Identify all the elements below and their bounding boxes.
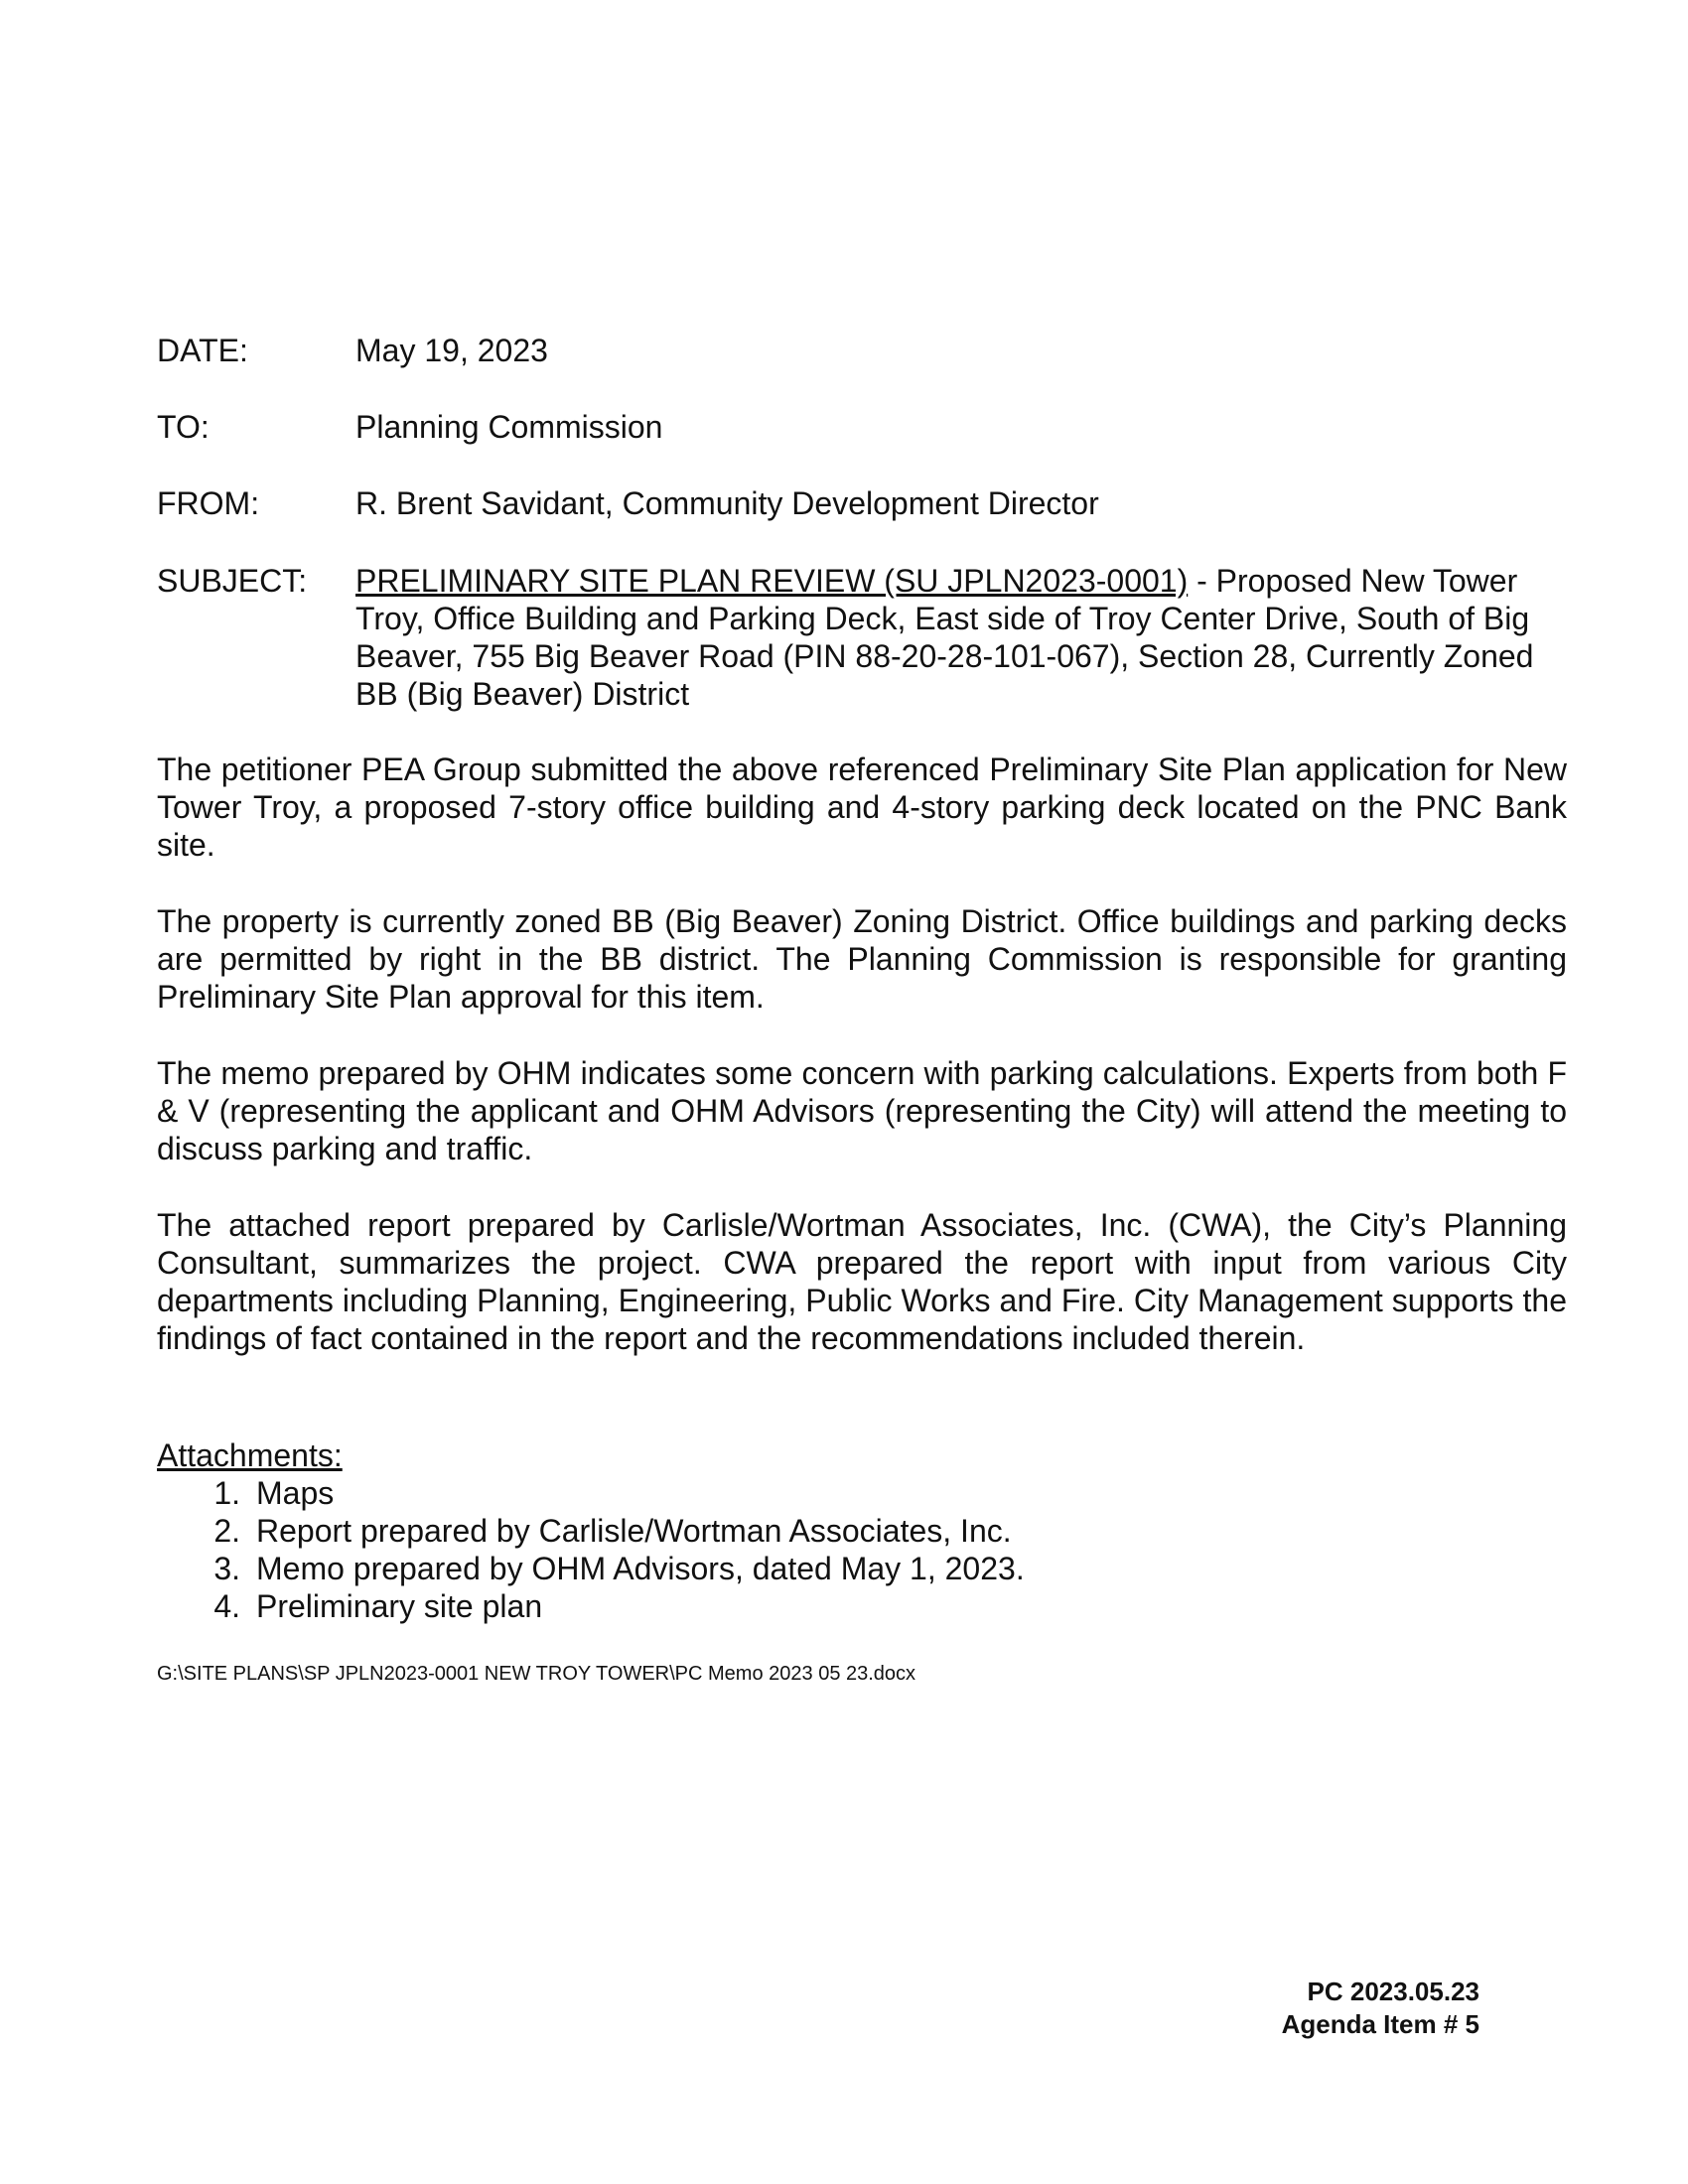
list-item — [157, 1512, 1348, 1550]
footer-reference — [1282, 1976, 1479, 2041]
attachments-section — [157, 1436, 1348, 1625]
to-label: TO: — [157, 409, 210, 445]
date-value: May 19, 2023 — [355, 333, 548, 368]
body-paragraph: The memo prepared by OHM indicates some concern with parking calculations. Experts from both F & V (representing the applicant and OHM Advisors (representing the City) will attend the meeting to discuss parking and traffic. — [157, 1055, 1567, 1166]
date-label: DATE: — [157, 333, 248, 368]
attachments-title: Attachments: — [157, 1437, 343, 1473]
list-item-text: Memo prepared by OHM Advisors, dated May 1, 2023. — [256, 1551, 1025, 1586]
to-value: Planning Commission — [355, 409, 663, 445]
attachments-list — [157, 1474, 1348, 1625]
from-value: R. Brent Savidant, Community Development Director — [355, 485, 1099, 521]
list-item-number: 2. — [213, 1513, 240, 1549]
from-label: FROM: — [157, 485, 260, 521]
list-item-number: 1. — [213, 1475, 240, 1511]
subject-description: - Proposed New Tower Troy, Office Building and Parking Deck, East side of Troy Center Drive, South of Big Beaver, 755 Big Beaver Road (PIN 88-20-28-101-067), Section 28, Currently Zoned BB (Big Beaver) District — [355, 563, 1534, 712]
subject-row — [157, 562, 1567, 713]
file-path: G:\SITE PLANS\SP JPLN2023-0001 NEW TROY TOWER\PC Memo 2023 05 23.docx — [157, 1663, 916, 1685]
agenda-item: Agenda Item # 5 — [1281, 2009, 1479, 2039]
body-paragraph: The property is currently zoned BB (Big Beaver) Zoning District. Office buildings and parking decks are permitted by right in the BB district. The Planning Commission is responsible for granting Preliminary Site Plan approval for this item. — [157, 903, 1567, 1015]
list-item-text: Maps — [256, 1475, 335, 1511]
list-item — [157, 1550, 1348, 1587]
from-row — [157, 484, 1567, 522]
subject-title: PRELIMINARY SITE PLAN REVIEW (SU JPLN2023-0001) — [355, 563, 1189, 599]
to-row — [157, 408, 1567, 446]
body-paragraph: The petitioner PEA Group submitted the above referenced Preliminary Site Plan application for New Tower Troy, a proposed 7-story office building and 4-story parking deck located on the PNC Bank site. — [157, 751, 1567, 863]
list-item — [157, 1474, 1348, 1512]
body-paragraph: The attached report prepared by Carlisle/Wortman Associates, Inc. (CWA), the City’s Planning Consultant, summarizes the project. CWA prepared the report with input from various City departments including Planning, Engineering, Public Works and Fire. City Management supports the findings of fact contained in the report and the recommendations included therein. — [157, 1207, 1567, 1356]
list-item — [157, 1587, 1348, 1625]
list-item-number: 4. — [213, 1588, 240, 1624]
list-item-number: 3. — [213, 1551, 240, 1586]
subject-value — [355, 562, 1567, 713]
list-item-text: Preliminary site plan — [256, 1588, 543, 1624]
list-item-text: Report prepared by Carlisle/Wortman Associates, Inc. — [256, 1513, 1012, 1549]
date-row — [157, 332, 1567, 369]
meeting-reference: PC 2023.05.23 — [1307, 1977, 1479, 2006]
subject-label: SUBJECT: — [157, 563, 308, 599]
